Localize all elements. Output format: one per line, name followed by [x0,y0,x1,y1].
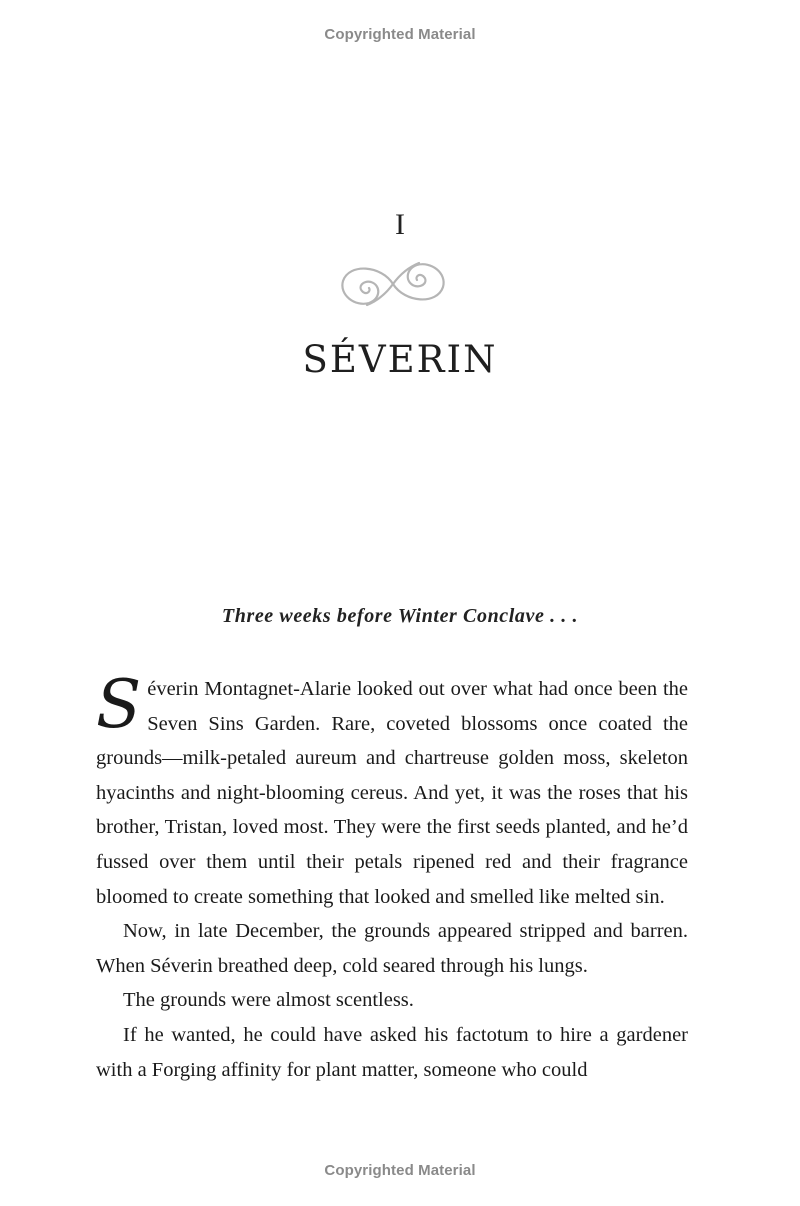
paragraph-4: If he wanted, he could have asked his factotum to hire a gardener with a Forging affinity for plant matter, someone who could [96,1023,688,1081]
paragraph-2: Now, in late December, the grounds appeared stripped and barren. When Séverin breathed deep, cold seared through his lungs. [96,920,688,977]
copyright-watermark-top: Copyrighted Material [324,26,476,43]
paragraph-1-text: éverin Montagnet-Alarie looked out over what had once been the Seven Sins Garden. Rare, coveted blossoms once coated the grounds—milk-petaled aureum and chartreuse golden moss, skeleton hyacinths and night-blooming cereus. And yet, it was the roses that his brother, Tristan, loved most. They were the first seeds planted, and he’d fussed over them until their petals ripened red and their fragrance bloomed to create something that looked and smelled like melted sin. [96,678,688,908]
drop-cap: S [96,666,142,743]
paragraph-1 [96,666,688,914]
epigraph: Three weeks before Winter Conclave . . . [221,605,579,627]
paragraph-3: The grounds were almost scentless. [123,989,414,1012]
chapter-number: I [395,208,405,241]
copyright-watermark-bottom: Copyrighted Material [324,1162,476,1179]
infinity-swirl-ornament-icon [337,255,449,313]
chapter-title: SÉVERIN [302,338,498,381]
chapter-body [96,666,688,1087]
